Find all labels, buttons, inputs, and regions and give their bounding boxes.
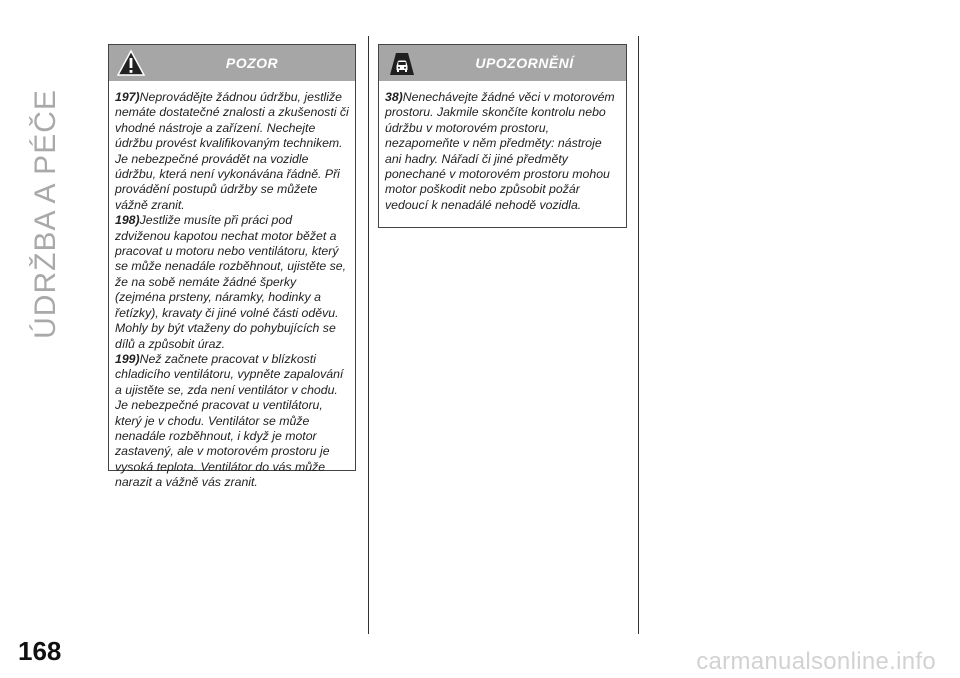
watermark: carmanualsonline.info: [696, 648, 936, 675]
side-section-title: ÚDRŽBA A PÉČE: [29, 89, 62, 339]
warning-triangle-icon: [116, 49, 146, 77]
item-number: 199): [115, 351, 140, 366]
warning-box-header: [109, 45, 355, 81]
notice-box: [378, 44, 627, 228]
item-text: Než začnete pracovat v blízkosti chladicího ventilátoru, vypněte zapalování a ujistěte se, zda není ventilátor v chodu. Je nebezpečné pracovat u ventilátoru, který je v chodu. Ventilátor se může nenadále rozběhnout, i když je motor zastavený, ale v motorovém prostoru je vysoká teplota. Ventilátor do vás může narazit a vážně vás zranit.: [115, 351, 344, 490]
page-number: 168: [18, 636, 62, 666]
list-item: [115, 90, 349, 213]
notice-box-body: [379, 81, 626, 213]
list-item: [115, 352, 349, 491]
notice-box-title: UPOZORNĚNÍ: [475, 55, 574, 71]
car-notice-icon: [386, 49, 418, 77]
warning-box: [108, 44, 356, 490]
column-divider: [638, 36, 639, 634]
item-number: 198): [115, 213, 140, 228]
item-text: Nenechávejte žádné věci v motorovém prostoru. Jakmile skončíte kontrolu nebo údržbu v motorovém prostoru, nezapomeňte v něm předměty: nástroje ani hadry. Nářadí či jiné předměty ponechané v motorovém prostoru mohou motor poškodit nebo způsobit požár vedoucí k nenadálé nehodě vozidla.: [385, 90, 615, 212]
notice-box-header: [379, 45, 626, 81]
warning-box-title: POZOR: [225, 55, 279, 71]
item-text: Neprovádějte žádnou údržbu, jestliže nemáte dostatečné znalosti a zkušenosti či vhodné nástroje a zařízení. Nechejte údržbu provést kvalifikovaným technikem. Je nebezpečné provádět na vozidle údržbu, která není vykonávána řádně. Při provádění postupů údržby se můžete vážně zranit.: [115, 90, 349, 212]
item-number: 38): [385, 90, 403, 104]
warning-box-body: [109, 81, 355, 491]
item-number: 197): [115, 90, 140, 104]
column-divider: [368, 36, 369, 634]
list-item: [115, 213, 349, 352]
list-item: [385, 90, 620, 213]
item-text: Jestliže musíte při práci pod zdviženou kapotou nechat motor běžet a pracovat u motoru nebo ventilátoru, který se může nenadále rozběhnout, ujistěte se, že na sobě nemáte žádné šperky (zejména prsteny, náramky, hodinky a řetízky), kravaty či jiné volné části oděvu. Mohly by být vtaženy do pohybujících se dílů a způsobit úraz.: [115, 213, 347, 351]
